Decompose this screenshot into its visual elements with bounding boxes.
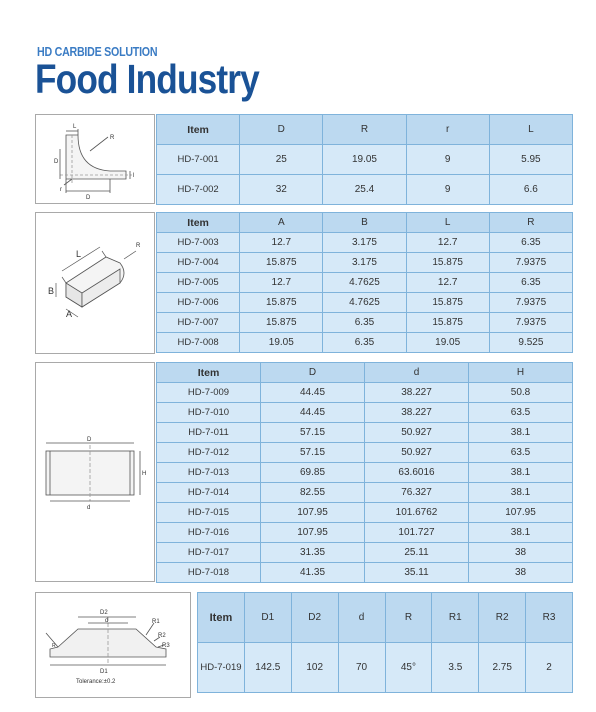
table-row (157, 313, 573, 333)
item-cell: HD-7-012 (157, 443, 261, 463)
header-cell: H (469, 363, 573, 383)
table-header-row (198, 593, 573, 643)
table-cell: 12.7 (240, 233, 323, 253)
table-cell: 7.9375 (489, 293, 572, 313)
drawing-elbow-nozzle (35, 114, 155, 204)
label-d: d (105, 618, 109, 624)
table-cell: 6.35 (489, 233, 572, 253)
header-cell: B (323, 213, 406, 233)
label-B: B (48, 286, 55, 296)
table-cell: 76.327 (365, 483, 469, 503)
header-cell: L (489, 115, 572, 145)
item-cell: HD-7-006 (157, 293, 240, 313)
table-cell: 70 (338, 643, 385, 693)
item-cell: HD-7-018 (157, 563, 261, 583)
table-cell: 3.175 (323, 233, 406, 253)
table-cell: 2.75 (479, 643, 526, 693)
header-cell: D2 (291, 593, 338, 643)
item-cell: HD-7-003 (157, 233, 240, 253)
header-cell: R (385, 593, 432, 643)
table-row (157, 503, 573, 523)
label-r: r (60, 187, 62, 193)
drawing-blade (35, 212, 155, 354)
table-cell: 4.7625 (323, 273, 406, 293)
table-cell: 15.875 (406, 313, 489, 333)
table-cell: 38.227 (365, 383, 469, 403)
header-cell: D (240, 115, 323, 145)
table-row (157, 483, 573, 503)
table-cell: 50.927 (365, 423, 469, 443)
table-row (157, 333, 573, 353)
table-cell: 35.11 (365, 563, 469, 583)
table-cell: 38.227 (365, 403, 469, 423)
item-cell: HD-7-010 (157, 403, 261, 423)
table-row (157, 463, 573, 483)
item-cell: HD-7-001 (157, 145, 240, 175)
header-cell: Item (157, 363, 261, 383)
header-cell: D (261, 363, 365, 383)
header-cell: Item (157, 115, 240, 145)
table-cell: 15.875 (406, 253, 489, 273)
tolerance-note: Tolerance:±0.2 (76, 679, 116, 685)
header-cell: D1 (244, 593, 291, 643)
item-cell: HD-7-017 (157, 543, 261, 563)
table-cell: 102 (291, 643, 338, 693)
header-cell: r (406, 115, 489, 145)
label-L: L (76, 249, 82, 259)
table-cell: 107.95 (469, 503, 573, 523)
table-cell: 5.95 (489, 145, 572, 175)
item-cell: HD-7-002 (157, 175, 240, 205)
table-cell: 6.35 (489, 273, 572, 293)
table-row (157, 253, 573, 273)
label-R3: R3 (162, 643, 170, 649)
table-cell: 69.85 (261, 463, 365, 483)
label-A: A (66, 309, 73, 319)
label-H: H (142, 471, 147, 477)
table-cell: 3.175 (323, 253, 406, 273)
label-R: R (52, 643, 56, 649)
table-cell: 44.45 (261, 403, 365, 423)
header-cell: R3 (526, 593, 573, 643)
table-cell: 25 (240, 145, 323, 175)
table-header-row (157, 363, 573, 383)
item-cell: HD-7-011 (157, 423, 261, 443)
item-cell: HD-7-005 (157, 273, 240, 293)
label-R2: R2 (158, 633, 166, 639)
header-cell: L (406, 213, 489, 233)
table-cell: 9 (406, 145, 489, 175)
table-cell: 38.1 (469, 483, 573, 503)
label-D-side: D (54, 159, 59, 165)
table-cell: 6.6 (489, 175, 572, 205)
table-row (157, 293, 573, 313)
table-cell: 50.927 (365, 443, 469, 463)
item-cell: HD-7-014 (157, 483, 261, 503)
spec-table-3 (156, 362, 573, 583)
table-cell: 7.9375 (489, 313, 572, 333)
label-R1: R1 (152, 619, 160, 625)
table-cell: 38.1 (469, 523, 573, 543)
table-cell: 101.6762 (365, 503, 469, 523)
table-cell: 15.875 (406, 293, 489, 313)
table-header-row (157, 213, 573, 233)
table-row (157, 145, 573, 175)
item-cell: HD-7-019 (198, 643, 245, 693)
table-cell: 15.875 (240, 293, 323, 313)
table-cell: 57.15 (261, 423, 365, 443)
table-cell: 107.95 (261, 503, 365, 523)
label-D: D (87, 437, 92, 443)
table-cell: 50.8 (469, 383, 573, 403)
table-row (198, 643, 573, 693)
header-cell: d (365, 363, 469, 383)
table-cell: 41.35 (261, 563, 365, 583)
table-cell: 82.55 (261, 483, 365, 503)
item-cell: HD-7-008 (157, 333, 240, 353)
blade-diagram (36, 213, 154, 353)
table-cell: 38 (469, 543, 573, 563)
item-cell: HD-7-009 (157, 383, 261, 403)
table-row (157, 273, 573, 293)
spec-table-1 (156, 114, 573, 205)
table-cell: 9.525 (489, 333, 572, 353)
spec-table-2 (156, 212, 573, 353)
table-cell: 4.7625 (323, 293, 406, 313)
label-D2: D2 (100, 610, 108, 616)
table-row (157, 383, 573, 403)
header-cell: R (323, 115, 406, 145)
table-row (157, 523, 573, 543)
table-cell: 15.875 (240, 253, 323, 273)
table-cell: 25.11 (365, 543, 469, 563)
table-cell: 12.7 (240, 273, 323, 293)
label-R: R (110, 135, 115, 141)
label-L: L (73, 124, 77, 130)
table-cell: 142.5 (244, 643, 291, 693)
table-cell: 15.875 (240, 313, 323, 333)
table-cell: 7.9375 (489, 253, 572, 273)
header-cell: R (489, 213, 572, 233)
table-cell: 6.35 (323, 313, 406, 333)
table-row (157, 175, 573, 205)
table-cell: 38.1 (469, 423, 573, 443)
table-cell: 32 (240, 175, 323, 205)
table-cell: 12.7 (406, 273, 489, 293)
label-D-bottom: D (86, 195, 91, 201)
table-cell: 57.15 (261, 443, 365, 463)
disc-diagram (36, 593, 190, 697)
table-cell: 38.1 (469, 463, 573, 483)
table-cell: 9 (406, 175, 489, 205)
table-cell: 63.5 (469, 443, 573, 463)
table-header-row (157, 115, 573, 145)
table-cell: 6.35 (323, 333, 406, 353)
header-cell: R1 (432, 593, 479, 643)
table-cell: 107.95 (261, 523, 365, 543)
item-cell: HD-7-004 (157, 253, 240, 273)
table-cell: 31.35 (261, 543, 365, 563)
item-cell: HD-7-015 (157, 503, 261, 523)
table-cell: 19.05 (240, 333, 323, 353)
table-row (157, 423, 573, 443)
table-row (157, 403, 573, 423)
table-cell: 3.5 (432, 643, 479, 693)
brand-label: HD CARBIDE SOLUTION (37, 44, 158, 59)
label-d: d (87, 505, 91, 511)
table-cell: 45° (385, 643, 432, 693)
header-cell: R2 (479, 593, 526, 643)
table-cell: 44.45 (261, 383, 365, 403)
table-cell: 12.7 (406, 233, 489, 253)
header-cell: d (338, 593, 385, 643)
header-cell: Item (198, 593, 245, 643)
table-cell: 19.05 (323, 145, 406, 175)
table-cell: 63.6016 (365, 463, 469, 483)
spec-table-4 (197, 592, 573, 693)
label-l: l (133, 173, 135, 179)
item-cell: HD-7-007 (157, 313, 240, 333)
table-cell: 63.5 (469, 403, 573, 423)
table-cell: 19.05 (406, 333, 489, 353)
header-cell: A (240, 213, 323, 233)
table-cell: 38 (469, 563, 573, 583)
table-row (157, 233, 573, 253)
page-title: Food Industry (35, 56, 259, 102)
sleeve-diagram (36, 363, 154, 581)
header-cell: Item (157, 213, 240, 233)
table-row (157, 563, 573, 583)
table-cell: 25.4 (323, 175, 406, 205)
drawing-sleeve (35, 362, 155, 582)
elbow-nozzle-diagram (36, 115, 154, 203)
table-row (157, 543, 573, 563)
drawing-disc (35, 592, 191, 698)
label-R: R (136, 243, 141, 249)
table-row (157, 443, 573, 463)
table-cell: 2 (526, 643, 573, 693)
label-D1: D1 (100, 669, 108, 675)
item-cell: HD-7-016 (157, 523, 261, 543)
item-cell: HD-7-013 (157, 463, 261, 483)
table-cell: 101.727 (365, 523, 469, 543)
